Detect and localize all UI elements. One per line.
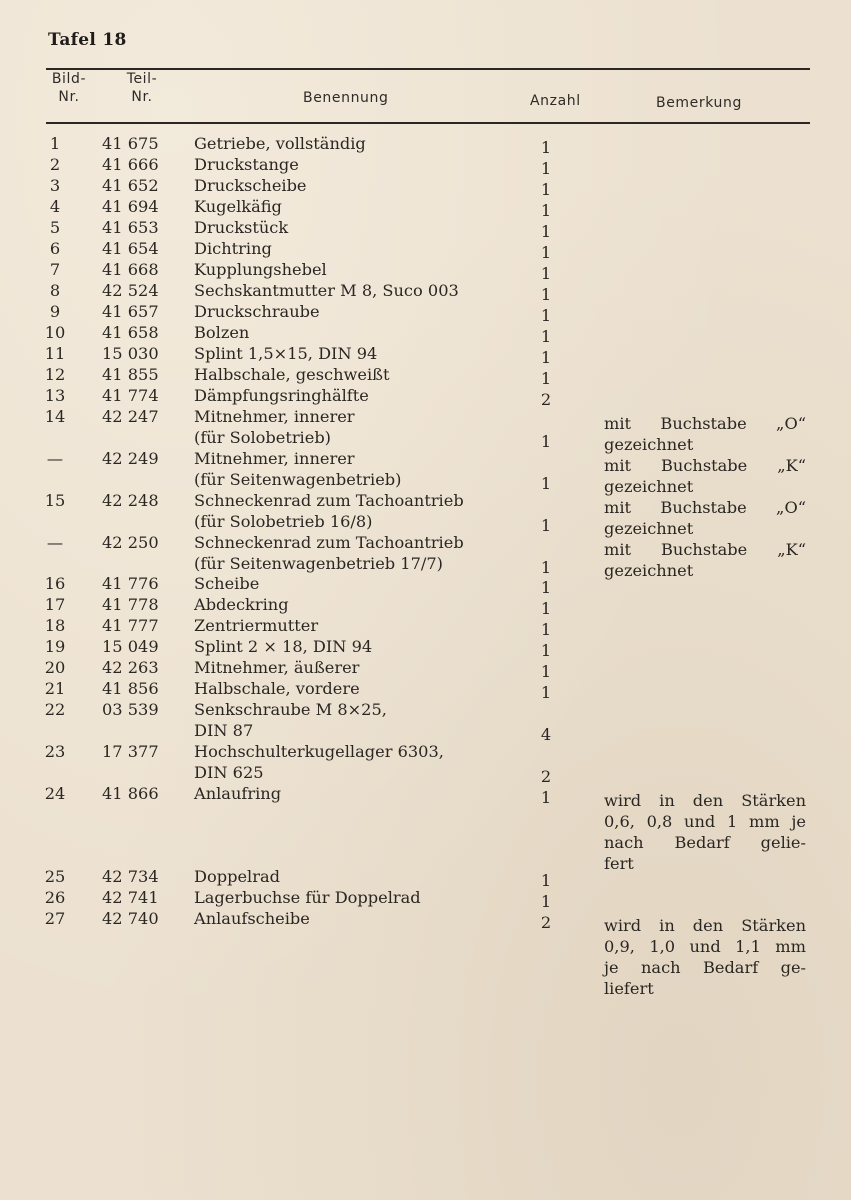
cell-benennung: Anlaufscheibe	[194, 909, 310, 928]
cell-benennung: Sechskantmutter M 8, Suco 003	[194, 281, 459, 300]
cell-bild-nr: 17	[44, 595, 66, 614]
table-row	[0, 385, 851, 409]
cell-benennung: Mitnehmer, innerer	[194, 449, 355, 468]
cell-teil-nr: 41 866	[102, 784, 159, 803]
cell-teil-nr: 41 856	[102, 679, 159, 698]
remark-line: fert	[604, 854, 634, 873]
cell-anzahl: 1	[540, 599, 552, 618]
cell-benennung: DIN 87	[194, 721, 254, 740]
table-row	[0, 887, 851, 911]
cell-anzahl: 1	[540, 620, 552, 639]
cell-bild-nr: 2	[49, 155, 61, 174]
table-row	[0, 154, 851, 178]
cell-benennung: Druckstück	[194, 218, 289, 237]
cell-benennung: Doppelrad	[194, 867, 280, 886]
table-row	[0, 196, 851, 220]
cell-benennung: Dichtring	[194, 239, 272, 258]
remark-line: wird in den Stärken	[604, 791, 806, 810]
header-benennung: Benennung	[303, 90, 389, 106]
remark-line: nach Bedarf gelie-	[604, 833, 806, 852]
table-row	[0, 678, 851, 702]
cell-benennung: Mitnehmer, innerer	[194, 407, 355, 426]
table-row	[0, 301, 851, 325]
cell-anzahl: 1	[540, 578, 552, 597]
cell-benennung: Zentriermutter	[194, 616, 319, 635]
cell-benennung: Mitnehmer, äußerer	[194, 658, 360, 677]
table-row	[0, 364, 851, 388]
cell-benennung: DIN 625	[194, 763, 264, 782]
cell-benennung: Abdeckring	[194, 595, 289, 614]
table-row	[0, 615, 851, 639]
cell-benennung: Druckschraube	[194, 302, 320, 321]
remark-line: mit Buchstabe „K“	[604, 540, 806, 559]
cell-bild-nr: 8	[49, 281, 61, 300]
cell-benennung: Anlaufring	[194, 784, 282, 803]
header-teil-nr: Teil- Nr.	[126, 71, 158, 105]
cell-anzahl: 1	[540, 788, 552, 807]
table-row	[0, 217, 851, 241]
cell-teil-nr: 41 675	[102, 134, 159, 153]
cell-benennung: Splint 2 × 18, DIN 94	[194, 637, 373, 656]
cell-teil-nr: 41 855	[102, 365, 159, 384]
cell-bild-nr: 3	[49, 176, 61, 195]
cell-teil-nr: 42 248	[102, 491, 159, 510]
cell-anzahl: 1	[540, 264, 552, 283]
remark-note	[604, 539, 806, 581]
table-row	[0, 657, 851, 681]
cell-anzahl: 1	[540, 138, 552, 157]
cell-bild-nr: 7	[49, 260, 61, 279]
cell-anzahl: 4	[540, 725, 552, 744]
cell-bild-nr: 5	[49, 218, 61, 237]
remark-note	[604, 455, 806, 497]
table-row	[0, 175, 851, 199]
cell-anzahl: 1	[540, 180, 552, 199]
table-row	[0, 259, 851, 283]
cell-anzahl: 1	[540, 285, 552, 304]
cell-bild-nr: 18	[44, 616, 66, 635]
cell-teil-nr: 41 653	[102, 218, 159, 237]
cell-bild-nr: 13	[44, 386, 66, 405]
table-row	[0, 594, 851, 618]
cell-teil-nr: 42 740	[102, 909, 159, 928]
cell-teil-nr: 42 524	[102, 281, 159, 300]
cell-teil-nr: 15 049	[102, 637, 159, 656]
cell-bild-nr: 11	[44, 344, 66, 363]
cell-benennung: Druckstange	[194, 155, 299, 174]
cell-bild-nr: 1	[49, 134, 61, 153]
cell-anzahl: 1	[540, 474, 552, 493]
table-row	[0, 280, 851, 304]
cell-teil-nr: 42 263	[102, 658, 159, 677]
cell-anzahl: 1	[540, 683, 552, 702]
cell-teil-nr: 03 539	[102, 700, 159, 719]
cell-anzahl: 1	[540, 306, 552, 325]
header-anzahl: Anzahl	[530, 93, 581, 109]
remark-line: 0,6, 0,8 und 1 mm je	[604, 812, 806, 831]
remark-line: mit Buchstabe „O“	[604, 414, 806, 433]
cell-anzahl: 1	[540, 327, 552, 346]
table-row	[0, 762, 851, 786]
cell-bild-nr: 6	[49, 239, 61, 258]
cell-bild-nr: 23	[44, 742, 66, 761]
cell-bild-nr: 14	[44, 407, 66, 426]
cell-anzahl: 1	[540, 348, 552, 367]
cell-benennung: Dämpfungsringhälfte	[194, 386, 369, 405]
table-row	[0, 636, 851, 660]
table-row	[0, 133, 851, 157]
cell-teil-nr: 41 658	[102, 323, 159, 342]
cell-anzahl: 1	[540, 159, 552, 178]
cell-teil-nr: 41 777	[102, 616, 159, 635]
cell-bild-nr: 19	[44, 637, 66, 656]
cell-benennung: Senkschraube M 8×25,	[194, 700, 387, 719]
remark-line: gezeichnet	[604, 519, 694, 538]
cell-anzahl: 1	[540, 222, 552, 241]
cell-teil-nr: 42 247	[102, 407, 159, 426]
cell-anzahl: 1	[540, 201, 552, 220]
cell-anzahl: 2	[540, 767, 552, 786]
cell-benennung: Getriebe, vollständig	[194, 134, 366, 153]
cell-teil-nr: 41 776	[102, 574, 159, 593]
cell-benennung: Lagerbuchse für Doppelrad	[194, 888, 421, 907]
cell-bild-nr: 10	[44, 323, 66, 342]
cell-anzahl: 1	[540, 871, 552, 890]
remark-note	[604, 915, 806, 999]
cell-bild-nr: 9	[49, 302, 61, 321]
remark-line: gezeichnet	[604, 561, 694, 580]
remark-line: 0,9, 1,0 und 1,1 mm	[604, 937, 806, 956]
cell-anzahl: 1	[540, 641, 552, 660]
cell-teil-nr: 41 652	[102, 176, 159, 195]
cell-benennung: Splint 1,5×15, DIN 94	[194, 344, 378, 363]
cell-teil-nr: 41 774	[102, 386, 159, 405]
cell-anzahl: 2	[540, 913, 552, 932]
cell-anzahl: 1	[540, 892, 552, 911]
table-row	[0, 699, 851, 720]
cell-anzahl: 1	[540, 369, 552, 388]
cell-bild-nr: 12	[44, 365, 66, 384]
cell-teil-nr: 42 250	[102, 533, 159, 552]
remark-line: wird in den Stärken	[604, 916, 806, 935]
cell-teil-nr: 41 666	[102, 155, 159, 174]
table-row	[0, 343, 851, 367]
page-title: Tafel 18	[48, 30, 127, 50]
cell-teil-nr: 42 741	[102, 888, 159, 907]
cell-teil-nr: 41 657	[102, 302, 159, 321]
cell-benennung: Scheibe	[194, 574, 260, 593]
cell-bild-nr: 20	[44, 658, 66, 677]
cell-bild-nr: 25	[44, 867, 66, 886]
cell-bild-nr: 24	[44, 784, 66, 803]
header-bemerkung: Bemerkung	[656, 95, 742, 111]
table-row	[0, 720, 851, 744]
cell-anzahl: 1	[540, 243, 552, 262]
cell-teil-nr: 15 030	[102, 344, 159, 363]
table-row	[0, 741, 851, 762]
cell-benennung: Kupplungshebel	[194, 260, 327, 279]
cell-teil-nr: 42 734	[102, 867, 159, 886]
table-row	[0, 238, 851, 262]
cell-bild-nr: 15	[44, 491, 66, 510]
cell-bild-nr: —	[46, 533, 64, 552]
table-row	[0, 322, 851, 346]
remark-note	[604, 413, 806, 455]
cell-anzahl: 1	[540, 516, 552, 535]
cell-bild-nr: 26	[44, 888, 66, 907]
cell-benennung: (für Solobetrieb 16/8)	[194, 512, 373, 531]
cell-benennung: Bolzen	[194, 323, 250, 342]
cell-benennung: Druckscheibe	[194, 176, 307, 195]
cell-benennung: (für Seitenwagenbetrieb 17/7)	[194, 554, 443, 573]
cell-anzahl: 1	[540, 432, 552, 451]
cell-teil-nr: 42 249	[102, 449, 159, 468]
header-bottom-rule	[46, 122, 810, 124]
cell-benennung: Halbschale, vordere	[194, 679, 360, 698]
cell-teil-nr: 41 654	[102, 239, 159, 258]
cell-benennung: (für Solobetrieb)	[194, 428, 331, 447]
remark-line: liefert	[604, 979, 654, 998]
cell-benennung: Hochschulterkugellager 6303,	[194, 742, 444, 761]
cell-anzahl: 2	[540, 390, 552, 409]
remark-line: gezeichnet	[604, 435, 694, 454]
cell-teil-nr: 41 668	[102, 260, 159, 279]
cell-bild-nr: 22	[44, 700, 66, 719]
cell-bild-nr: 16	[44, 574, 66, 593]
cell-teil-nr: 41 778	[102, 595, 159, 614]
cell-anzahl: 1	[540, 662, 552, 681]
remark-line: je nach Bedarf ge-	[604, 958, 806, 977]
remark-note	[604, 497, 806, 539]
cell-bild-nr: 27	[44, 909, 66, 928]
remark-note	[604, 790, 806, 874]
remark-line: mit Buchstabe „K“	[604, 456, 806, 475]
cell-benennung: (für Seitenwagenbetrieb)	[194, 470, 402, 489]
cell-bild-nr: —	[46, 449, 64, 468]
cell-benennung: Schneckenrad zum Tachoantrieb	[194, 491, 464, 510]
remark-line: mit Buchstabe „O“	[604, 498, 806, 517]
cell-bild-nr: 21	[44, 679, 66, 698]
cell-teil-nr: 41 694	[102, 197, 159, 216]
cell-benennung: Schneckenrad zum Tachoantrieb	[194, 533, 464, 552]
cell-bild-nr: 4	[49, 197, 61, 216]
cell-benennung: Halbschale, geschweißt	[194, 365, 390, 384]
header-bild-nr: Bild- Nr.	[51, 71, 87, 105]
remark-line: gezeichnet	[604, 477, 694, 496]
cell-anzahl: 1	[540, 558, 552, 577]
cell-benennung: Kugelkäfig	[194, 197, 282, 216]
cell-teil-nr: 17 377	[102, 742, 159, 761]
